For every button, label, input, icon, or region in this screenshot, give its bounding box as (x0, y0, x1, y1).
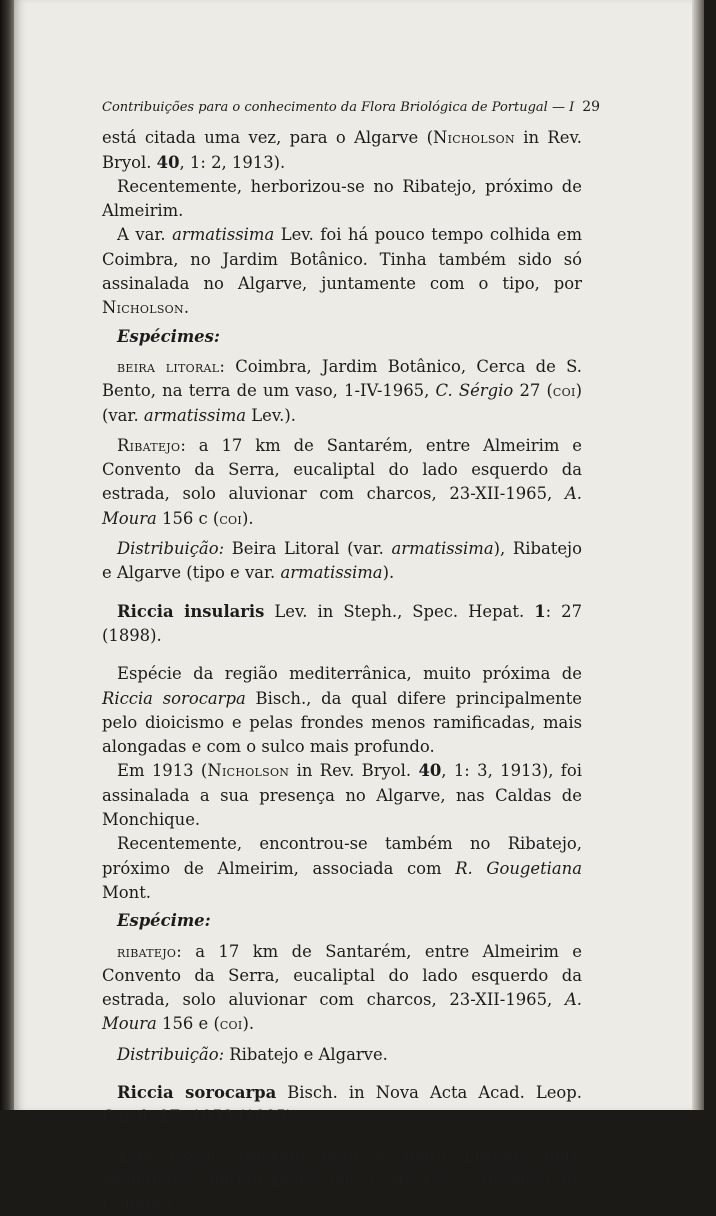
collector-name: A. Moura (102, 484, 582, 528)
page-edge-shadow (692, 0, 704, 1110)
specimen-heading: Espécime: (117, 911, 211, 931)
distribution-label: Distribuição: (117, 1044, 225, 1064)
herbarium-code: coi (219, 1014, 243, 1034)
author-name: Henriques (390, 1169, 472, 1189)
species-name: Riccia sorocarpa (117, 1082, 277, 1102)
species-heading-riccia-sorocarpa: Riccia sorocarpa Bisch. in Nova Acta Acad. Leop. Carol. 17: 1053 (1835). (102, 1082, 583, 1127)
species-heading-riccia-insularis: Riccia insularis Lev. in Steph., Spec. Hepat. 1: 27 (1898). (102, 601, 582, 645)
specimen-record-ribatejo-2: ribatejo: a 17 km de Santarém, entre Almeirim e Convento da Serra, eucaliptal do lado esquerdo da estrada, solo aluvionar com charcos, 23-XII-1965, A. Moura 156 e (coi). (102, 941, 582, 1034)
paragraph-citation: está citada uma vez, para o Algarve (Nicholson in Rev. Bryol. 40, 1: 2, 1913). (102, 128, 582, 172)
region-name: Ribatejo (117, 435, 181, 455)
herbarium-code: coi (552, 381, 576, 401)
page-number: 29 (582, 99, 601, 115)
specimen-record-ribatejo: Ribatejo: a 17 km de Santarém, entre Almeirim e Convento da Serra, eucaliptal do lado esquerdo da estrada, solo aluvionar com charcos, 23-XII-1965, A. Moura 156 c (coi). (102, 435, 582, 528)
distribution-note: Distribuição: Beira Litoral (var. armatissima), Ribatejo e Algarve (tipo e var. armatissima). (102, 539, 582, 583)
distribution-label: Distribuição: (117, 539, 225, 559)
paragraph-citation-1913: Em 1913 (Nicholson in Rev. Bryol. 40, 1: 3, 1913), foi assinalada a sua presença no Algarve, nas Caldas de Monchique. (102, 761, 582, 830)
collector-name: C. Sérgio (435, 381, 514, 401)
distribution-note-2: Distribuição: Ribatejo e Algarve. (117, 1044, 388, 1064)
book-binding-shadow (0, 0, 14, 1110)
author-name: Nicholson (433, 128, 515, 148)
variety-name: armatissima (172, 225, 275, 245)
running-title: Contribuições para o conhecimento da Flora Briológica de Portugal — I (102, 100, 575, 115)
paragraph-taxon-note: Este taxon, referido para a Beira Litoral sobre exemplares herborizados por J. Henriques próximo de Coimbra (102, 1145, 582, 1214)
herbarium-code: coi (219, 508, 243, 528)
region-name: ribatejo (117, 941, 177, 961)
specimens-heading: Espécimes: (117, 326, 220, 346)
book-page (14, 0, 704, 1214)
specimen-record-beira: beira litoral: Coimbra, Jardim Botânico, Cerca de S. Bento, na terra de um vaso, 1-IV-1965, C. Sérgio 27 (coi) (var. armatissima Lev.). (102, 356, 583, 425)
paragraph-recent-find: Recentemente, encontrou-se também no Ribatejo, próximo de Almeirim, associada com R. Gougetiana Mont. (102, 834, 582, 902)
author-name: Nicholson (102, 298, 184, 318)
taxon-name: Riccia sorocarpa (102, 688, 246, 708)
author-name: Nicholson (207, 761, 290, 781)
paragraph-recent-collection: Recentemente, herborizou-se no Ribatejo, próximo de Almeirim. (102, 176, 582, 221)
paragraph-species-description: Espécie da região mediterrânica, muito próxima de Riccia sorocarpa Bisch., da qual difere principalmente pelo dioicismo e pelas frondes menos ramificadas, mais alongadas e com o sulco mais profundo. (102, 664, 582, 757)
collector-name: A. Moura (102, 990, 582, 1034)
taxon-name: R. Gougetiana (455, 858, 582, 878)
region-name: beira litoral (117, 356, 220, 376)
running-header (102, 95, 601, 120)
paragraph-variety-note: A var. armatissima Lev. foi há pouco tempo colhida em Coimbra, no Jardim Botânico. Tinha também sido só assinalada no Algarve, juntamente com o tipo, por Nicholson. (102, 225, 582, 318)
page-content (102, 95, 601, 1216)
species-name: Riccia insularis (117, 601, 265, 621)
